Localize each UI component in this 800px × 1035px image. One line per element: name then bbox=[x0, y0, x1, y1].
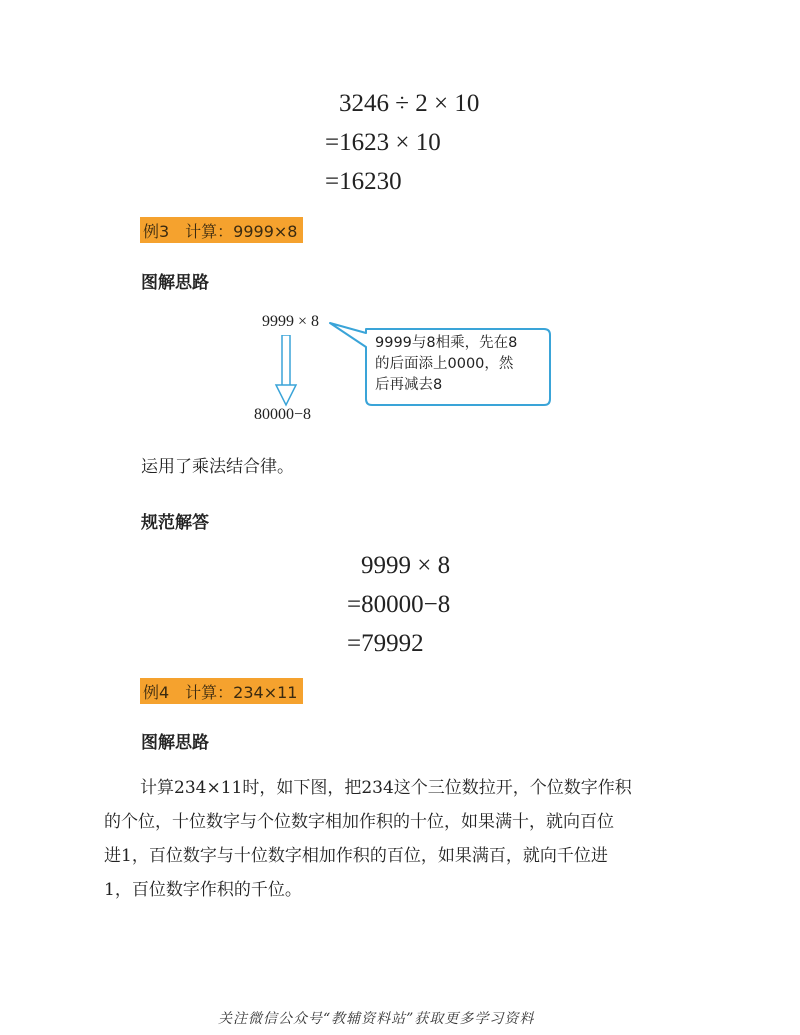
answer-line-1: 9999 × 8 bbox=[361, 552, 451, 579]
prev-solution-line-3: =16230 bbox=[325, 168, 402, 195]
solution-diagram bbox=[250, 305, 560, 430]
example-3-answer-heading: 规范解答 bbox=[141, 513, 209, 533]
footer-promo-text: 关注微信公众号“教辅资料站”获取更多学习资料 bbox=[218, 1011, 535, 1027]
down-arrow-icon bbox=[274, 335, 298, 407]
answer-line-3: =79992 bbox=[347, 630, 424, 657]
example-3-section-heading: 图解思路 bbox=[141, 273, 209, 293]
answer-line-2: =80000−8 bbox=[347, 591, 451, 618]
example-3-badge: 例3 计算：9999×8 bbox=[140, 217, 303, 243]
paragraph-line-2: 的个位，十位数字与个位数字相加作积的十位，如果满十，就向百位 bbox=[104, 812, 614, 832]
speech-bubble-text bbox=[375, 333, 517, 396]
paragraph-line-1: 计算234×11时，如下图，把234这个三位数拉开，个位数字作积 bbox=[140, 778, 632, 798]
prev-solution-line-1: 3246 ÷ 2 × 10 bbox=[339, 90, 480, 117]
diagram-bottom-expression: 80000−8 bbox=[254, 406, 312, 423]
bubble-line-1: 9999与8相乘，先在8 bbox=[375, 335, 518, 351]
paragraph-line-3: 进1，百位数字与十位数字相加作积的百位，如果满百，就向千位进 bbox=[104, 846, 608, 866]
bubble-line-2: 的后面添上0000，然 bbox=[375, 356, 514, 372]
paragraph-line-4: 1，百位数字作积的千位。 bbox=[104, 880, 302, 900]
example-3-note: 运用了乘法结合律。 bbox=[141, 457, 294, 477]
example-4-section-heading: 图解思路 bbox=[141, 733, 209, 753]
diagram-top-expression: 9999 × 8 bbox=[262, 313, 320, 330]
prev-solution-line-2: =1623 × 10 bbox=[325, 129, 441, 156]
bubble-line-3: 后再减去8 bbox=[375, 377, 443, 393]
example-4-paragraph bbox=[104, 771, 704, 907]
example-4-badge: 例4 计算：234×11 bbox=[140, 678, 303, 704]
